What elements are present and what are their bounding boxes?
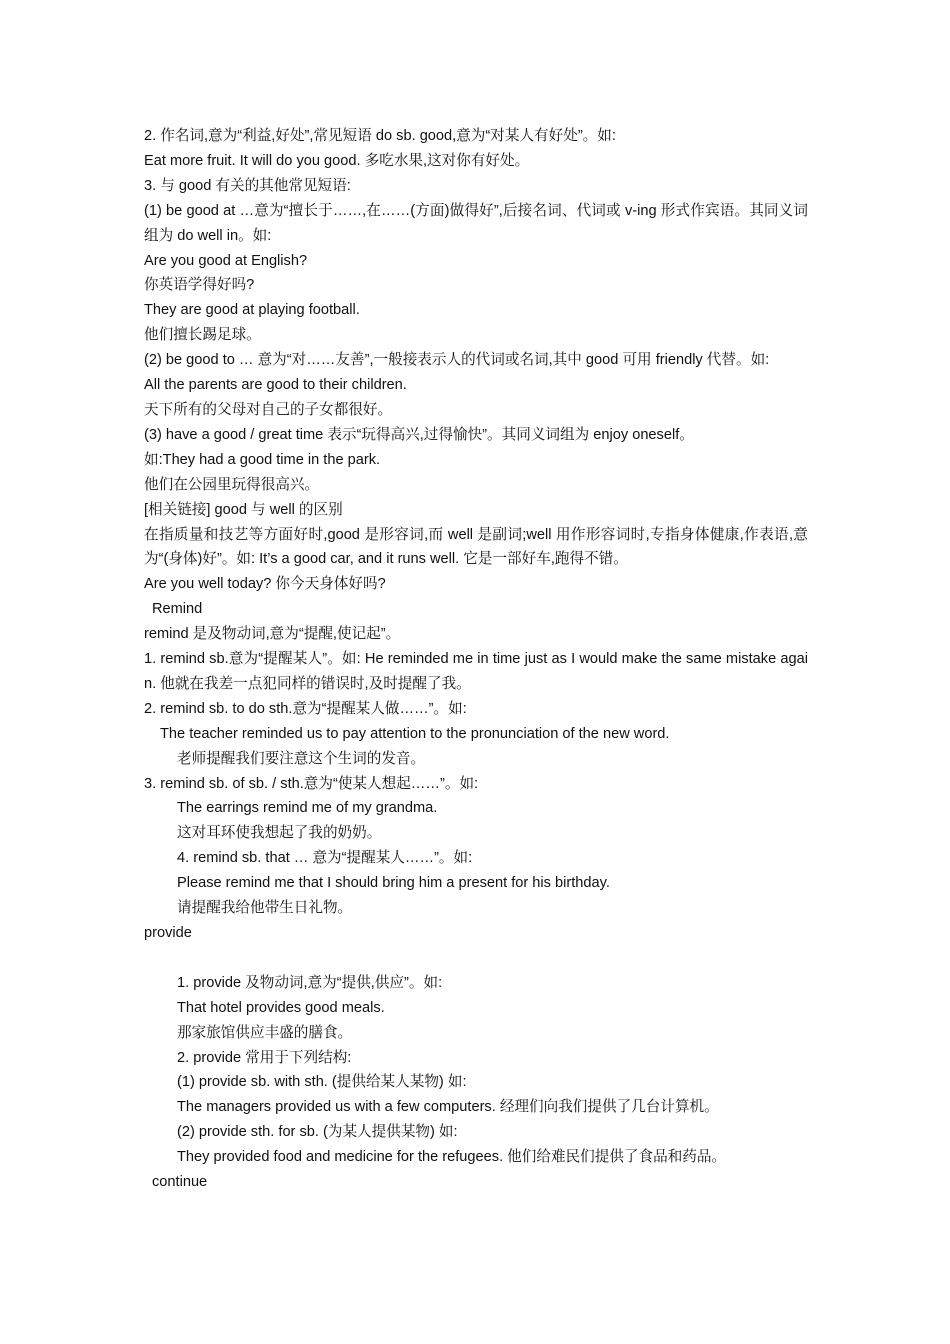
text-line: They are good at playing football.: [144, 302, 360, 319]
text-line: 天下所有的父母对自己的子女都很好。: [144, 401, 393, 418]
text-line: 4. remind sb. that … 意为“提醒某人……”。如:: [177, 850, 473, 867]
text-paragraph: (1) be good at …意为“擅长于……,在……(方面)做得好”,后接名词、代词或 v-ing 形式作宾语。其同义词组为 do well in。如:: [144, 202, 808, 244]
text-line: 这对耳环使我想起了我的奶奶。: [177, 825, 382, 842]
text-line: Are you good at English?: [144, 252, 308, 269]
text-line: 如:They had a good time in the park.: [144, 451, 381, 468]
text-line: 1. provide 及物动词,意为“提供,供应”。如:: [177, 974, 443, 991]
text-line: 老师提醒我们要注意这个生词的发音。: [177, 750, 426, 767]
text-line: Eat more fruit. It will do you good. 多吃水果,这对你有好处。: [144, 152, 530, 169]
text-line: The managers provided us with a few computers. 经理们向我们提供了几台计算机。: [177, 1099, 719, 1116]
section-heading: provide: [144, 925, 192, 941]
text-paragraph: 在指质量和技艺等方面好时,good 是形容词,而 well 是副词;well 用作形容词时,专指身体健康,作表语,意为“(身体)好”。如: It’s a good car, and it runs well. 它是一部好车,跑得不错。: [144, 526, 808, 568]
text-line: The earrings remind me of my grandma.: [177, 800, 438, 817]
text-line: 他们擅长踢足球。: [144, 327, 261, 344]
section-heading: continue: [152, 1174, 208, 1191]
section-heading: Remind: [152, 601, 203, 618]
section-heading: [相关链接] good 与 well 的区别: [144, 501, 343, 518]
text-line: (2) provide sth. for sb. (为某人提供某物) 如:: [177, 1124, 458, 1141]
text-line: 2. provide 常用于下列结构:: [177, 1049, 352, 1066]
text-line: 你英语学得好吗?: [144, 277, 255, 294]
text-line: That hotel provides good meals.: [177, 999, 385, 1016]
text-line: The teacher reminded us to pay attention to the pronunciation of the new word.: [160, 725, 670, 742]
text-line: remind 是及物动词,意为“提醒,使记起”。: [144, 626, 401, 643]
text-line: (3) have a good / great time 表示“玩得高兴,过得愉快”。其同义词组为 enjoy oneself。: [144, 426, 694, 443]
text-paragraph: 1. remind sb.意为“提醒某人”。如: He reminded me in time just as I would make the same mistake again. 他就在我差一点犯同样的错误时,及时提醒了我。: [144, 651, 808, 692]
text-line: 请提醒我给他带生日礼物。: [177, 900, 353, 917]
text-line: They provided food and medicine for the refugees. 他们给难民们提供了食品和药品。: [177, 1149, 727, 1166]
document-body: [144, 124, 808, 1195]
text-line: All the parents are good to their children.: [144, 377, 407, 394]
text-line: Please remind me that I should bring him a present for his birthday.: [177, 875, 610, 892]
blank-line: [144, 946, 808, 971]
text-line: 3. 与 good 有关的其他常见短语:: [144, 177, 351, 194]
text-line: 2. remind sb. to do sth.意为“提醒某人做……”。如:: [144, 700, 467, 717]
text-line: 2. 作名词,意为“利益,好处”,常见短语 do sb. good,意为“对某人有好处”。如:: [144, 128, 616, 144]
text-line: 他们在公园里玩得很高兴。: [144, 476, 320, 493]
text-paragraph: (2) be good to … 意为“对……友善”,一般接表示人的代词或名词,其中 good 可用 friendly 代替。如:: [144, 352, 770, 369]
text-line: Are you well today? 你今天身体好吗?: [144, 576, 386, 593]
text-line: (1) provide sb. with sth. (提供给某人某物) 如:: [177, 1074, 467, 1091]
text-line: 3. remind sb. of sb. / sth.意为“使某人想起……”。如:: [144, 775, 479, 792]
text-line: 那家旅馆供应丰盛的膳食。: [177, 1024, 353, 1041]
